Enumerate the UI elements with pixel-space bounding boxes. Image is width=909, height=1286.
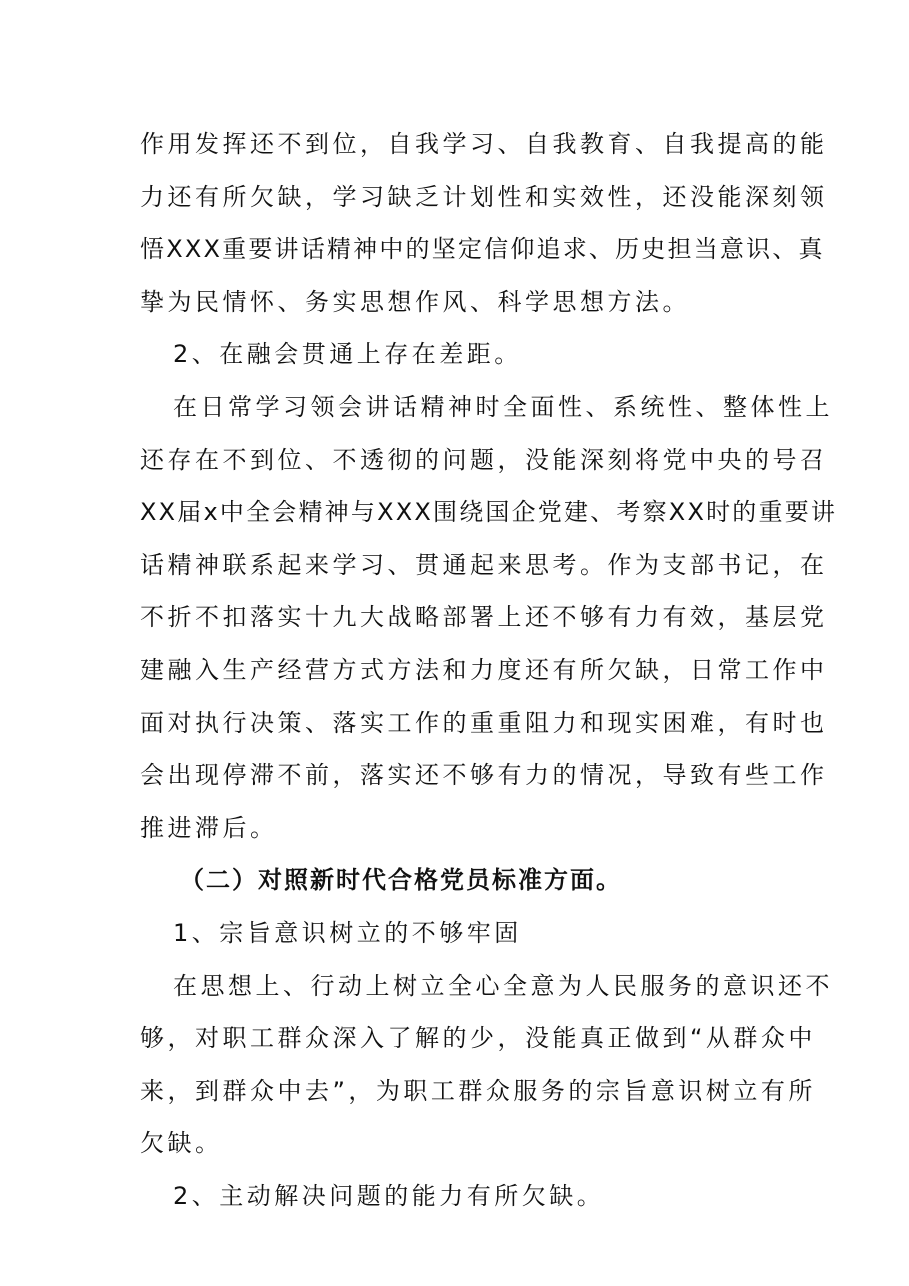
paragraph-line: 挚为民情怀、务实思想作风、科学思想方法。 xyxy=(140,287,690,316)
paragraph-line: 会出现停滞不前，落实还不够有力的情况，导致有些工作 xyxy=(140,761,828,790)
paragraph-line: 来，到群众中去”，为职工群众服务的宗旨意识树立有所 xyxy=(140,1076,816,1105)
paragraph-line: 话精神联系起来学习、贯通起来思考。作为支部书记，在 xyxy=(140,550,828,579)
subsection-title: 2、主动解决问题的能力有所欠缺。 xyxy=(173,1181,605,1210)
paragraph-line: 不折不扣落实十九大战略部署上还不够有力有效，基层党 xyxy=(140,603,828,632)
paragraph-line: 面对执行决策、落实工作的重重阻力和现实困难，有时也 xyxy=(140,708,828,737)
section-heading: （二）对照新时代合格党员标准方面。 xyxy=(180,866,622,895)
paragraph-line: 还存在不到位、不透彻的问题，没能深刻将党中央的号召 xyxy=(140,445,828,474)
paragraph-line: 建融入生产经营方式方法和力度还有所欠缺，日常工作中 xyxy=(140,655,828,684)
paragraph-line: 在思想上、行动上树立全心全意为人民服务的意识还不 xyxy=(173,971,833,1000)
paragraph-line: 推进滞后。 xyxy=(140,813,278,842)
paragraph-line: 力还有所欠缺，学习缺乏计划性和实效性，还没能深刻领 xyxy=(140,182,828,211)
paragraph-line: 够，对职工群众深入了解的少，没能真正做到“从群众中 xyxy=(140,1024,816,1053)
paragraph-line: 欠缺。 xyxy=(140,1129,223,1158)
paragraph-line: XX届x中全会精神与XXX围绕国企党建、考察XX时的重要讲 xyxy=(140,498,838,527)
paragraph-line: 作用发挥还不到位，自我学习、自我教育、自我提高的能 xyxy=(140,130,828,158)
subsection-title: 2、在融会贯通上存在差距。 xyxy=(173,340,522,369)
paragraph-line: 在日常学习领会讲话精神时全面性、系统性、整体性上 xyxy=(173,392,833,421)
document-body xyxy=(140,118,838,1222)
subsection-title: 1、宗旨意识树立的不够牢固 xyxy=(173,918,522,947)
paragraph-line: 悟XXX重要讲话精神中的坚定信仰追求、历史担当意识、真 xyxy=(140,235,825,264)
